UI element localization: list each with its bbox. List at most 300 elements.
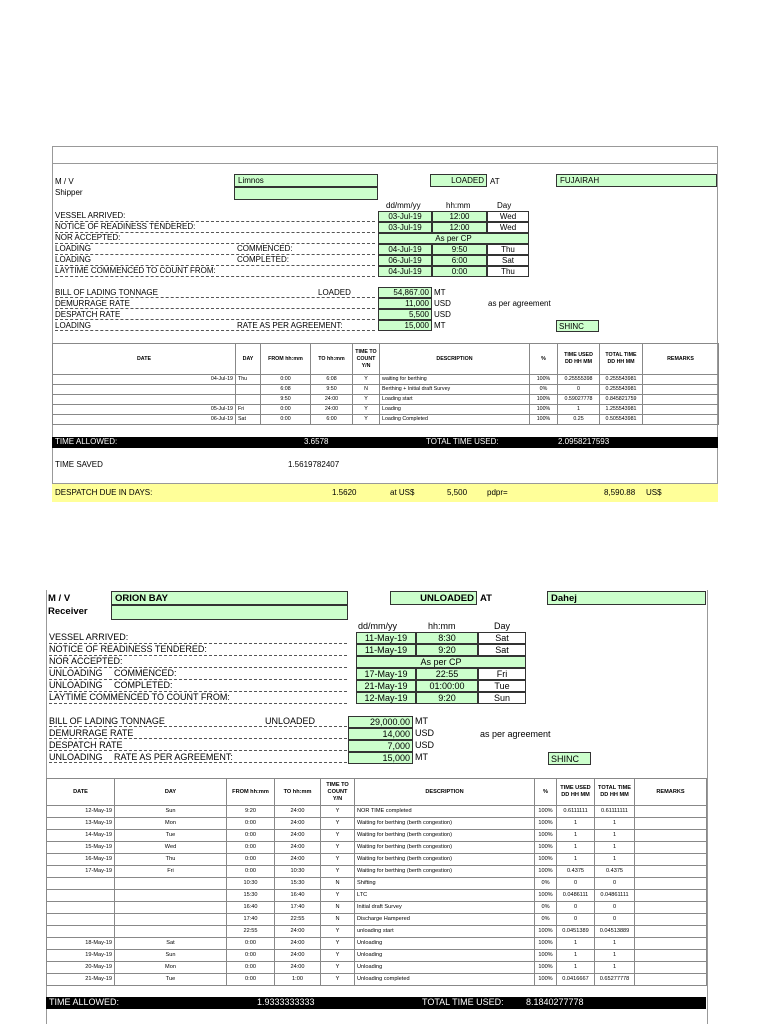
table-cell: 1	[557, 938, 595, 950]
table-cell: 0:00	[227, 974, 275, 986]
table-cell: 0.505543981	[600, 415, 643, 425]
table-cell: 20-May-19	[47, 962, 115, 974]
event-row	[49, 668, 347, 680]
table-cell: Sat	[115, 938, 227, 950]
table-cell: Y	[353, 415, 380, 425]
event-day-cell: Wed	[487, 222, 529, 233]
table-cell	[635, 830, 707, 842]
time-allowed-label: TIME ALLOWED:	[55, 437, 118, 446]
col-day-header: Day	[497, 201, 512, 210]
table-cell: Thu	[236, 375, 261, 385]
table-cell	[47, 902, 115, 914]
at-us-label: at US$	[390, 488, 415, 497]
event-date-cell[interactable]: 11-May-19	[356, 644, 416, 656]
table-row	[47, 938, 707, 950]
table-cell: 100%	[535, 830, 557, 842]
time-allowed-value-2: 1.9333333333	[257, 997, 315, 1007]
table-cell: Unloading	[355, 962, 535, 974]
event-day-cell: Fri	[478, 668, 526, 680]
table-row	[47, 902, 707, 914]
table-cell: 6:08	[311, 375, 353, 385]
event-time-cell[interactable]: 0:00	[432, 266, 487, 277]
table-cell: 24:00	[275, 806, 321, 818]
bl-unit-2: MT	[415, 716, 428, 726]
table-cell: Discharge Hampered	[355, 914, 535, 926]
event-label: VESSEL ARRIVED:	[55, 211, 126, 220]
event-asper-cell[interactable]: As per CP	[378, 233, 529, 244]
dem-value-2[interactable]: 14,000	[348, 728, 413, 740]
column-header: FROM hh:mm	[261, 344, 311, 375]
table-row	[47, 866, 707, 878]
column-header: TIME USED DD HH MM	[557, 779, 595, 806]
event-label: LAYTIME COMMENCED TO COUNT FROM:	[55, 266, 216, 275]
table-cell: 15:30	[275, 878, 321, 890]
table-cell: N	[321, 878, 355, 890]
bl-value[interactable]: 54,867.00	[378, 287, 432, 298]
column-header: TIME TO COUNT Y/N	[321, 779, 355, 806]
receiver-label: Receiver	[48, 606, 88, 617]
table-cell: 24:00	[275, 962, 321, 974]
total-used-value: 2.0958217593	[558, 437, 610, 446]
table-cell	[115, 878, 227, 890]
table-cell: 0%	[535, 878, 557, 890]
event-label-status: COMMENCED:	[114, 668, 177, 678]
event-label: NOR ACCEPTED:	[55, 233, 121, 242]
table-cell: Fri	[115, 866, 227, 878]
table-cell: 0.0451389	[557, 926, 595, 938]
table-cell: 17:40	[275, 902, 321, 914]
table-cell: 100%	[530, 405, 558, 415]
table-cell: 21-May-19	[47, 974, 115, 986]
loaded-label: LOADED	[430, 174, 487, 187]
event-time-cell[interactable]: 22:55	[416, 668, 478, 680]
time-saved-value: 1.5619782407	[288, 460, 340, 469]
table-cell: 0.61111111	[595, 806, 635, 818]
table-cell: Y	[321, 890, 355, 902]
event-row	[55, 244, 375, 255]
event-time-cell[interactable]: 9:20	[416, 692, 478, 704]
table-cell: 06-Jul-19	[53, 415, 236, 425]
table-cell: 0.255543981	[600, 385, 643, 395]
column-header: DATE	[47, 779, 115, 806]
event-date-cell[interactable]: 11-May-19	[356, 632, 416, 644]
desp-unit-2: USD	[415, 740, 435, 750]
time-allowed-bar-2	[46, 997, 706, 1009]
bl-mid-label-2: UNLOADED	[265, 716, 316, 726]
bl-mid-label: LOADED	[318, 288, 351, 297]
table-cell: 0:00	[227, 854, 275, 866]
table-cell	[643, 405, 719, 415]
table-cell: 6:00	[311, 415, 353, 425]
table-cell: 0	[595, 902, 635, 914]
col-time-header: hh:mm	[446, 201, 471, 210]
table-cell: 0	[557, 914, 595, 926]
table-cell: 0:00	[261, 405, 311, 415]
event-row	[55, 266, 375, 277]
table-cell: 100%	[535, 806, 557, 818]
table-cell	[643, 415, 719, 425]
event-row	[49, 632, 347, 644]
table-cell: Y	[321, 842, 355, 854]
table-cell: Loading Completed	[380, 415, 530, 425]
table-cell: 1	[595, 818, 635, 830]
total-used-label-2: TOTAL TIME USED:	[422, 997, 504, 1007]
event-time-cell[interactable]: 01:00:00	[416, 680, 478, 692]
dem-value[interactable]: 11,000	[378, 298, 432, 309]
table-cell: Waiting for berthing (berth congestion)	[355, 842, 535, 854]
port-field-2[interactable]: Dahej	[547, 591, 706, 605]
port-field[interactable]: FUJAIRAH	[556, 174, 717, 187]
table-cell: Y	[353, 395, 380, 405]
desp-row-2	[49, 740, 347, 751]
table-cell: Berthing + Initial draft Survey	[380, 385, 530, 395]
time-saved-label: TIME SAVED	[55, 460, 103, 469]
table-cell	[643, 395, 719, 405]
table-row	[53, 385, 719, 395]
event-row	[55, 233, 375, 244]
event-day-cell: Sat	[487, 255, 529, 266]
table-row	[47, 950, 707, 962]
shinc-field[interactable]: SHINC	[556, 320, 599, 332]
divider	[52, 163, 718, 164]
table-cell	[635, 806, 707, 818]
table-cell: Unloading	[355, 950, 535, 962]
table-cell: 04-Jul-19	[53, 375, 236, 385]
table-row	[53, 405, 719, 415]
event-day-cell: Wed	[487, 211, 529, 222]
table-cell: N	[321, 902, 355, 914]
mv-label: M / V	[55, 177, 74, 186]
table-cell: 24:00	[275, 938, 321, 950]
table-cell: 1	[595, 950, 635, 962]
table-cell	[635, 938, 707, 950]
table-cell: Waiting for berthing (berth congestion)	[355, 818, 535, 830]
table-cell: 0.4375	[595, 866, 635, 878]
vessel-name-field[interactable]: Limnos	[234, 174, 378, 187]
table-cell	[635, 890, 707, 902]
table-row	[47, 890, 707, 902]
event-date-cell[interactable]: 06-Jul-19	[378, 255, 432, 266]
table-cell	[635, 950, 707, 962]
table-row	[47, 914, 707, 926]
dem-label: DEMURRAGE RATE	[55, 299, 130, 308]
table-cell	[635, 842, 707, 854]
rate-value-2[interactable]: 15,000	[348, 752, 413, 764]
table-cell: Shifting	[355, 878, 535, 890]
total-used-value-2: 8.1840277778	[526, 997, 584, 1007]
table-cell: 0.04861111	[595, 890, 635, 902]
table-cell: 0.04513889	[595, 926, 635, 938]
event-row	[49, 656, 347, 668]
dem-label-2: DEMURRAGE RATE	[49, 728, 134, 738]
table-cell: 17:40	[227, 914, 275, 926]
table-row	[47, 806, 707, 818]
table-cell: 0:00	[261, 415, 311, 425]
table-cell: 24:00	[275, 830, 321, 842]
table-cell: 1	[558, 405, 600, 415]
shipper-field[interactable]	[234, 187, 378, 200]
table-cell: 100%	[530, 415, 558, 425]
table-cell: Y	[353, 375, 380, 385]
rate-label-2: UNLOADING	[49, 752, 103, 762]
table-cell	[643, 385, 719, 395]
currency-label: US$	[646, 488, 662, 497]
table-cell: Y	[321, 926, 355, 938]
at-label: AT	[490, 177, 500, 186]
table-cell: 22:55	[275, 914, 321, 926]
table-cell: LTC	[355, 890, 535, 902]
table-cell: Mon	[115, 962, 227, 974]
table-cell	[115, 914, 227, 926]
column-header: %	[530, 344, 558, 375]
table-cell: 0.0416667	[557, 974, 595, 986]
event-day-cell: Sat	[478, 644, 526, 656]
table-cell: 24:00	[275, 818, 321, 830]
table-row	[53, 375, 719, 385]
table-cell	[115, 926, 227, 938]
table-cell: 0.4375	[557, 866, 595, 878]
table-cell	[635, 902, 707, 914]
table-cell: 1	[557, 962, 595, 974]
despatch-due-row	[52, 483, 718, 502]
event-date-cell[interactable]: 03-Jul-19	[378, 211, 432, 222]
table-row	[47, 974, 707, 986]
table-cell: 100%	[535, 926, 557, 938]
table-cell: Waiting for berthing (berth congestion)	[355, 854, 535, 866]
despatch-label: DESPATCH DUE IN DAYS:	[55, 488, 153, 497]
table-row	[47, 818, 707, 830]
table-cell: 1	[557, 950, 595, 962]
table-cell: 9:50	[311, 385, 353, 395]
table-cell: Mon	[115, 818, 227, 830]
table-cell: 1	[595, 842, 635, 854]
table-cell	[236, 385, 261, 395]
event-day-cell: Sat	[478, 632, 526, 644]
table-cell: 16-May-19	[47, 854, 115, 866]
desp-value[interactable]: 5,500	[378, 309, 432, 320]
event-asper-cell[interactable]: As per CP	[356, 656, 526, 668]
table-cell: 0	[557, 878, 595, 890]
table-cell: 0.65277778	[595, 974, 635, 986]
event-time-cell[interactable]: 12:00	[432, 222, 487, 233]
table-cell: 0	[595, 914, 635, 926]
column-header: TIME TO COUNT Y/N	[353, 344, 380, 375]
table-cell: 0:00	[227, 866, 275, 878]
bl-unit: MT	[434, 288, 446, 297]
table-header-row	[53, 344, 719, 375]
table-cell: 0.255543981	[600, 375, 643, 385]
time-allowed-bar	[52, 437, 718, 448]
table-cell: 18-May-19	[47, 938, 115, 950]
event-row	[49, 692, 347, 704]
table-cell: 10:30	[227, 878, 275, 890]
column-header: TOTAL TIME DD HH MM	[595, 779, 635, 806]
table-cell: NOR TIME completed	[355, 806, 535, 818]
rate-unit-2: MT	[415, 752, 428, 762]
event-date-cell[interactable]: 12-May-19	[356, 692, 416, 704]
dem-unit: USD	[434, 299, 451, 308]
table-cell: Thu	[115, 854, 227, 866]
event-label: UNLOADING	[49, 680, 103, 690]
pdpr-label: pdpr=	[487, 488, 508, 497]
event-label: NOR ACCEPTED:	[49, 656, 123, 666]
table-cell: 12-May-19	[47, 806, 115, 818]
table-cell: Y	[321, 950, 355, 962]
event-label: UNLOADING	[49, 668, 103, 678]
column-header: DAY	[115, 779, 227, 806]
event-label: NOTICE OF READINESS TENDERED:	[49, 644, 207, 654]
rate-unit: MT	[434, 321, 446, 330]
table-row	[47, 842, 707, 854]
table-cell: 0:00	[227, 842, 275, 854]
table-cell: 100%	[530, 395, 558, 405]
event-label: LAYTIME COMMENCED TO COUNT FROM:	[49, 692, 230, 702]
desp-unit: USD	[434, 310, 451, 319]
table-cell: Sun	[115, 806, 227, 818]
receiver-field[interactable]	[111, 605, 348, 620]
event-time-cell[interactable]: 8:30	[416, 632, 478, 644]
bl-label-2: BILL OF LADING TONNAGE	[49, 716, 165, 726]
event-label-status: COMPLETED:	[237, 255, 290, 264]
table-cell: 1	[595, 830, 635, 842]
table-cell	[635, 878, 707, 890]
table-cell: 0:00	[227, 962, 275, 974]
event-row	[49, 644, 347, 656]
table-cell: 100%	[535, 866, 557, 878]
event-time-cell[interactable]: 9:50	[432, 244, 487, 255]
table-cell: 0%	[535, 902, 557, 914]
column-header: %	[535, 779, 557, 806]
table-cell: Y	[321, 830, 355, 842]
dem-row	[55, 299, 375, 309]
table-cell: 0:00	[227, 830, 275, 842]
table-cell	[53, 395, 236, 405]
rate-value[interactable]: 15,000	[378, 320, 432, 331]
col-date-header-2: dd/mm/yy	[358, 621, 398, 631]
table-cell: Y	[321, 806, 355, 818]
desp-row	[55, 310, 375, 320]
table-cell	[635, 854, 707, 866]
column-header: TIME USED DD HH MM	[558, 344, 600, 375]
event-date-cell[interactable]: 04-Jul-19	[378, 266, 432, 277]
table-cell	[47, 914, 115, 926]
table-cell: 1	[557, 818, 595, 830]
table-cell	[47, 878, 115, 890]
table-cell	[635, 974, 707, 986]
table-cell: 10:30	[275, 866, 321, 878]
table-cell: Y	[353, 405, 380, 415]
table-cell: 1	[595, 938, 635, 950]
event-time-cell[interactable]: 6:00	[432, 255, 487, 266]
table-cell: 24:00	[275, 926, 321, 938]
at-label-2: AT	[480, 593, 492, 604]
desp-value-2[interactable]: 7,000	[348, 740, 413, 752]
table-cell: 1	[595, 962, 635, 974]
table-cell	[47, 926, 115, 938]
vessel-name-field-2[interactable]: ORION BAY	[111, 591, 348, 605]
event-day-cell: Thu	[487, 244, 529, 255]
table-cell: 9:20	[227, 806, 275, 818]
table-cell: 1	[595, 854, 635, 866]
table-cell: 100%	[535, 974, 557, 986]
table-cell: 15-May-19	[47, 842, 115, 854]
column-header: FROM hh:mm	[227, 779, 275, 806]
table-cell	[635, 914, 707, 926]
event-label: VESSEL ARRIVED:	[49, 632, 129, 642]
table-cell	[635, 962, 707, 974]
table-cell: 17-May-19	[47, 866, 115, 878]
agreement-note-2: as per agreement	[480, 729, 551, 739]
table-cell: 24:00	[275, 854, 321, 866]
time-allowed-label-2: TIME ALLOWED:	[49, 997, 120, 1007]
table-cell: 1	[557, 842, 595, 854]
col-day-header-2: Day	[494, 621, 511, 631]
table-cell: 0.25555398	[558, 375, 600, 385]
table-cell	[635, 866, 707, 878]
table-cell: 9:50	[261, 395, 311, 405]
table-cell: 0.25	[558, 415, 600, 425]
table-row	[47, 878, 707, 890]
shinc-field-2[interactable]: SHINC	[548, 752, 591, 765]
table-cell: 13-May-19	[47, 818, 115, 830]
table-cell: waiting for berthing	[380, 375, 530, 385]
table-cell: 0	[595, 878, 635, 890]
event-label-status: COMMENCED:	[237, 244, 293, 253]
event-label: LOADING	[55, 244, 92, 253]
event-time-cell[interactable]: 9:20	[416, 644, 478, 656]
event-label-status: COMPLETED:	[114, 680, 173, 690]
table-cell: 24:00	[311, 405, 353, 415]
bl-value-2[interactable]: 29,000.00	[348, 716, 413, 728]
table-cell	[635, 818, 707, 830]
table-cell: 14-May-19	[47, 830, 115, 842]
table-cell: 24:00	[311, 395, 353, 405]
table-cell: 0.59027778	[558, 395, 600, 405]
event-date-cell[interactable]: 21-May-19	[356, 680, 416, 692]
rate-mid-label: RATE AS PER AGREEMENT:	[237, 321, 343, 330]
column-header: DATE	[53, 344, 236, 375]
table-cell: 0.845821759	[600, 395, 643, 405]
table-cell	[236, 395, 261, 405]
table-cell: Sat	[236, 415, 261, 425]
table-cell	[115, 890, 227, 902]
table-cell: Y	[321, 854, 355, 866]
table-cell: Initial draft Survey	[355, 902, 535, 914]
rate-mid-label-2: RATE AS PER AGREEMENT:	[114, 752, 233, 762]
event-date-cell[interactable]: 03-Jul-19	[378, 222, 432, 233]
event-time-cell[interactable]: 12:00	[432, 211, 487, 222]
column-header: TOTAL TIME DD HH MM	[600, 344, 643, 375]
table-cell: Loading start	[380, 395, 530, 405]
table-row	[47, 830, 707, 842]
table-cell: 0	[558, 385, 600, 395]
table-cell: Loading	[380, 405, 530, 415]
col-date-header: dd/mm/yy	[386, 201, 421, 210]
table-cell: Waiting for berthing (berth congestion)	[355, 830, 535, 842]
event-date-cell[interactable]: 04-Jul-19	[378, 244, 432, 255]
table-cell: N	[321, 914, 355, 926]
event-date-cell[interactable]: 17-May-19	[356, 668, 416, 680]
table-cell: 0:00	[261, 375, 311, 385]
table-row	[53, 395, 719, 405]
column-header: DESCRIPTION	[355, 779, 535, 806]
event-row	[55, 211, 375, 222]
event-day-cell: Thu	[487, 266, 529, 277]
table-cell: 100%	[535, 938, 557, 950]
column-header: TO hh:mm	[275, 779, 321, 806]
table-cell: 0%	[535, 914, 557, 926]
rate-label: LOADING	[55, 321, 92, 330]
